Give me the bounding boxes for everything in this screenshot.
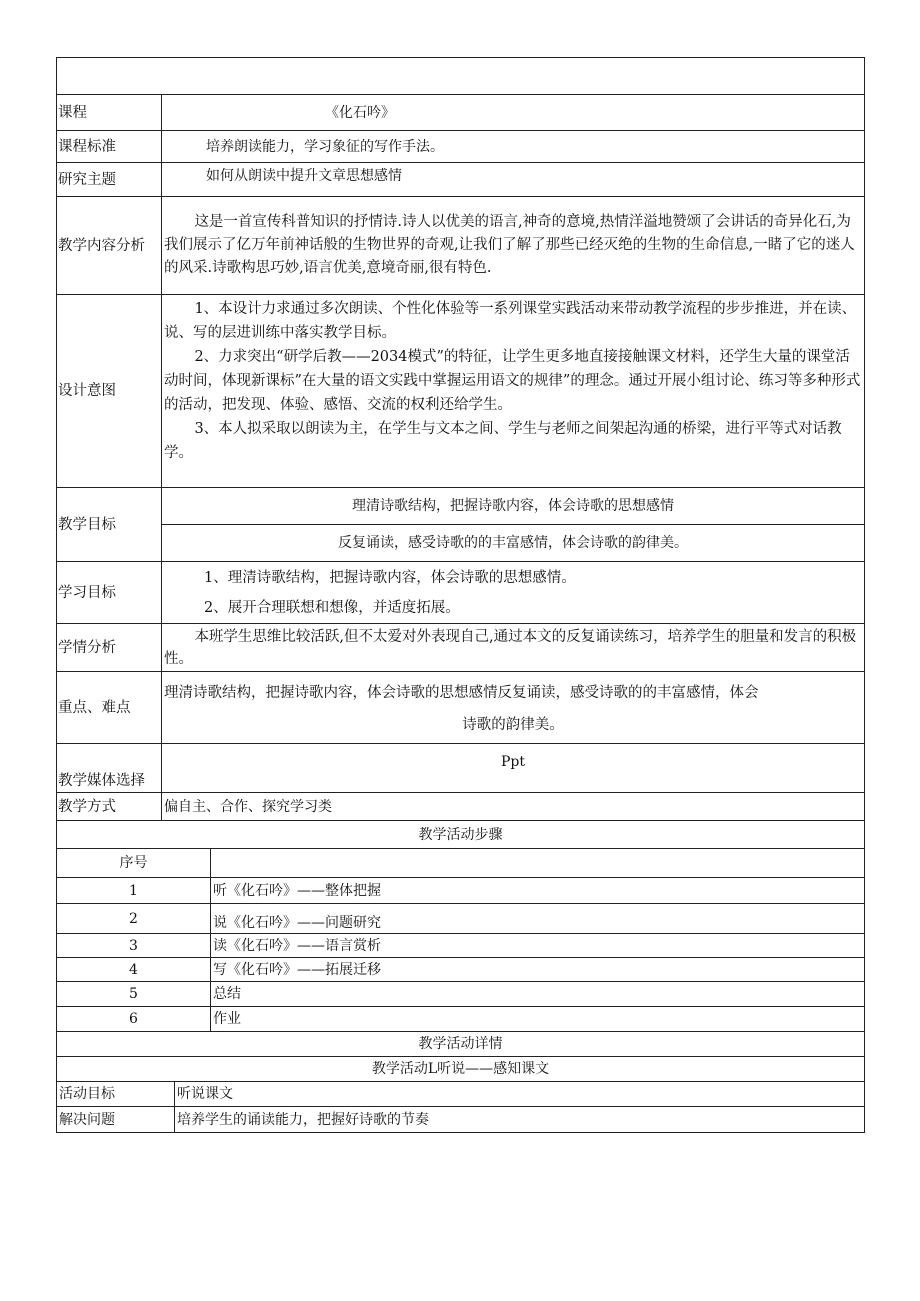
step-column-header [211, 849, 865, 878]
course-row [57, 95, 865, 131]
design-intent-label: 设计意图 [57, 295, 162, 488]
step-row [57, 1007, 865, 1032]
problem-row [57, 1107, 865, 1133]
student-analysis-text: 本班学生思维比较活跃,但不太爱对外表现自己,通过本文的反复诵读练习，培养学生的胆量和发言的积极性。 [164, 628, 857, 667]
teaching-goals-label: 教学目标 [57, 488, 162, 562]
method-row [57, 793, 865, 821]
course-label: 课程 [57, 95, 162, 131]
standard-value [162, 131, 865, 163]
step-text: 读《化石吟》——语言赏析 [211, 934, 865, 958]
steps-header-row [57, 821, 865, 849]
teaching-goal-row-2 [57, 525, 865, 562]
student-analysis-row [57, 624, 865, 672]
step-seq: 2 [57, 904, 211, 934]
activity-title: 教学活动L听说——感知课文 [57, 1057, 865, 1082]
details-header-row [57, 1032, 865, 1057]
content-analysis-text: 这是一首宣传科普知识的抒情诗.诗人以优美的语言,神奇的意境,热情洋溢地赞颂了会讲话的奇异化石,为我们展示了亿万年前神话般的生物世界的奇观,让我们了解了那些已经灭绝的生物的生命信息,一睹了它的迷人的风采.诗歌构思巧妙,语言优美,意境奇丽,很有特色. [164, 214, 855, 276]
teaching-goal-row-1 [57, 488, 865, 525]
steps-table [56, 848, 865, 1032]
course-title: 《化石吟》 [325, 104, 395, 121]
steps-header: 教学活动步骤 [57, 821, 865, 849]
key-points-value [162, 672, 865, 744]
design-intent-paragraph: 2、力求突出“研学后教——2034模式”的特征，让学生更多地直接接触课文材料，还学生大量的课堂活动时间，体现新课标”在大量的语文实践中掌握运用语文的规律”的理念。通过开展小组讨论、练习等多种形式的活动，把发现、体验、感悟、交流的权利还给学生。 [164, 349, 861, 413]
research-row [57, 163, 865, 197]
step-seq: 4 [57, 958, 211, 982]
teaching-goal-item: 理清诗歌结构，把握诗歌内容，体会诗歌的思想感情 [162, 488, 865, 525]
step-seq: 1 [57, 878, 211, 904]
method-value: 偏自主、合作、探究学习类 [162, 793, 865, 821]
method-label: 教学方式 [57, 793, 162, 821]
steps-col-header-row [57, 849, 865, 878]
content-analysis-value [162, 197, 865, 295]
step-row [57, 904, 865, 934]
learning-goal-item: 2、展开合理联想和想像，并适度拓展。 [204, 599, 460, 616]
step-row [57, 958, 865, 982]
learning-goals-row [57, 562, 865, 624]
learning-goals-value [162, 562, 865, 624]
problem-label: 解决问题 [57, 1107, 175, 1133]
student-analysis-value [162, 624, 865, 672]
teaching-goal-item: 反复诵读，感受诗歌的的丰富感情，体会诗歌的韵律美。 [162, 525, 865, 562]
content-analysis-label: 教学内容分析 [57, 197, 162, 295]
step-text: 听《化石吟》——整体把握 [211, 878, 865, 904]
research-text: 如何从朗读中提升文章思想感情 [206, 168, 402, 184]
lesson-plan-sheet [56, 57, 864, 1133]
course-value [162, 95, 865, 131]
step-row [57, 934, 865, 958]
learning-goal-item: 1、理清诗歌结构，把握诗歌内容，体会诗歌的思想感情。 [204, 569, 576, 586]
design-intent-paragraph: 1、本设计力求通过多次朗读、个性化体验等一系列课堂实践活动来带动教学流程的步步推进，并在读、说、写的层进训练中落实教学目标。 [164, 301, 857, 341]
media-row [57, 744, 865, 793]
design-intent-row [57, 295, 865, 488]
research-label: 研究主题 [57, 163, 162, 197]
media-label: 教学媒体选择 [57, 744, 162, 793]
details-header: 教学活动详情 [57, 1032, 865, 1057]
content-analysis-row [57, 197, 865, 295]
lesson-plan-table [56, 57, 865, 849]
details-table [56, 1031, 865, 1133]
step-text: 总结 [211, 982, 865, 1007]
activity-title-row [57, 1057, 865, 1082]
standard-text: 培养朗读能力，学习象征的写作手法。 [206, 138, 444, 155]
step-row [57, 878, 865, 904]
step-row [57, 982, 865, 1007]
learning-goals-label: 学习目标 [57, 562, 162, 624]
activity-goal-row [57, 1082, 865, 1107]
seq-column-header: 序号 [57, 849, 211, 878]
problem-value: 培养学生的诵读能力，把握好诗歌的节奏 [175, 1107, 865, 1133]
blank-header-row [57, 58, 865, 95]
activity-goal-value: 听说课文 [175, 1082, 865, 1107]
step-seq: 6 [57, 1007, 211, 1032]
blank-header-cell [57, 58, 865, 95]
media-value: Ppt [162, 744, 865, 793]
key-points-line-2: 诗歌的韵律美。 [462, 716, 564, 733]
student-analysis-label: 学情分析 [57, 624, 162, 672]
design-intent-value [162, 295, 865, 488]
activity-goal-label: 活动目标 [57, 1082, 175, 1107]
standard-row [57, 131, 865, 163]
key-points-line-1: 理清诗歌结构，把握诗歌内容，体会诗歌的思想感情反复诵读，感受诗歌的的丰富感情，体会 [164, 684, 759, 701]
standard-label: 课程标准 [57, 131, 162, 163]
key-points-label: 重点、难点 [57, 672, 162, 744]
research-value [162, 163, 865, 197]
step-text: 作业 [211, 1007, 865, 1032]
key-points-row [57, 672, 865, 744]
step-seq: 5 [57, 982, 211, 1007]
step-text: 写《化石吟》——拓展迁移 [211, 958, 865, 982]
step-seq: 3 [57, 934, 211, 958]
step-text: 说《化石吟》——问题研究 [211, 904, 865, 934]
design-intent-paragraph: 3、本人拟采取以朗读为主，在学生与文本之间、学生与老师之间架起沟通的桥梁，进行平等式对话教学。 [164, 421, 842, 461]
